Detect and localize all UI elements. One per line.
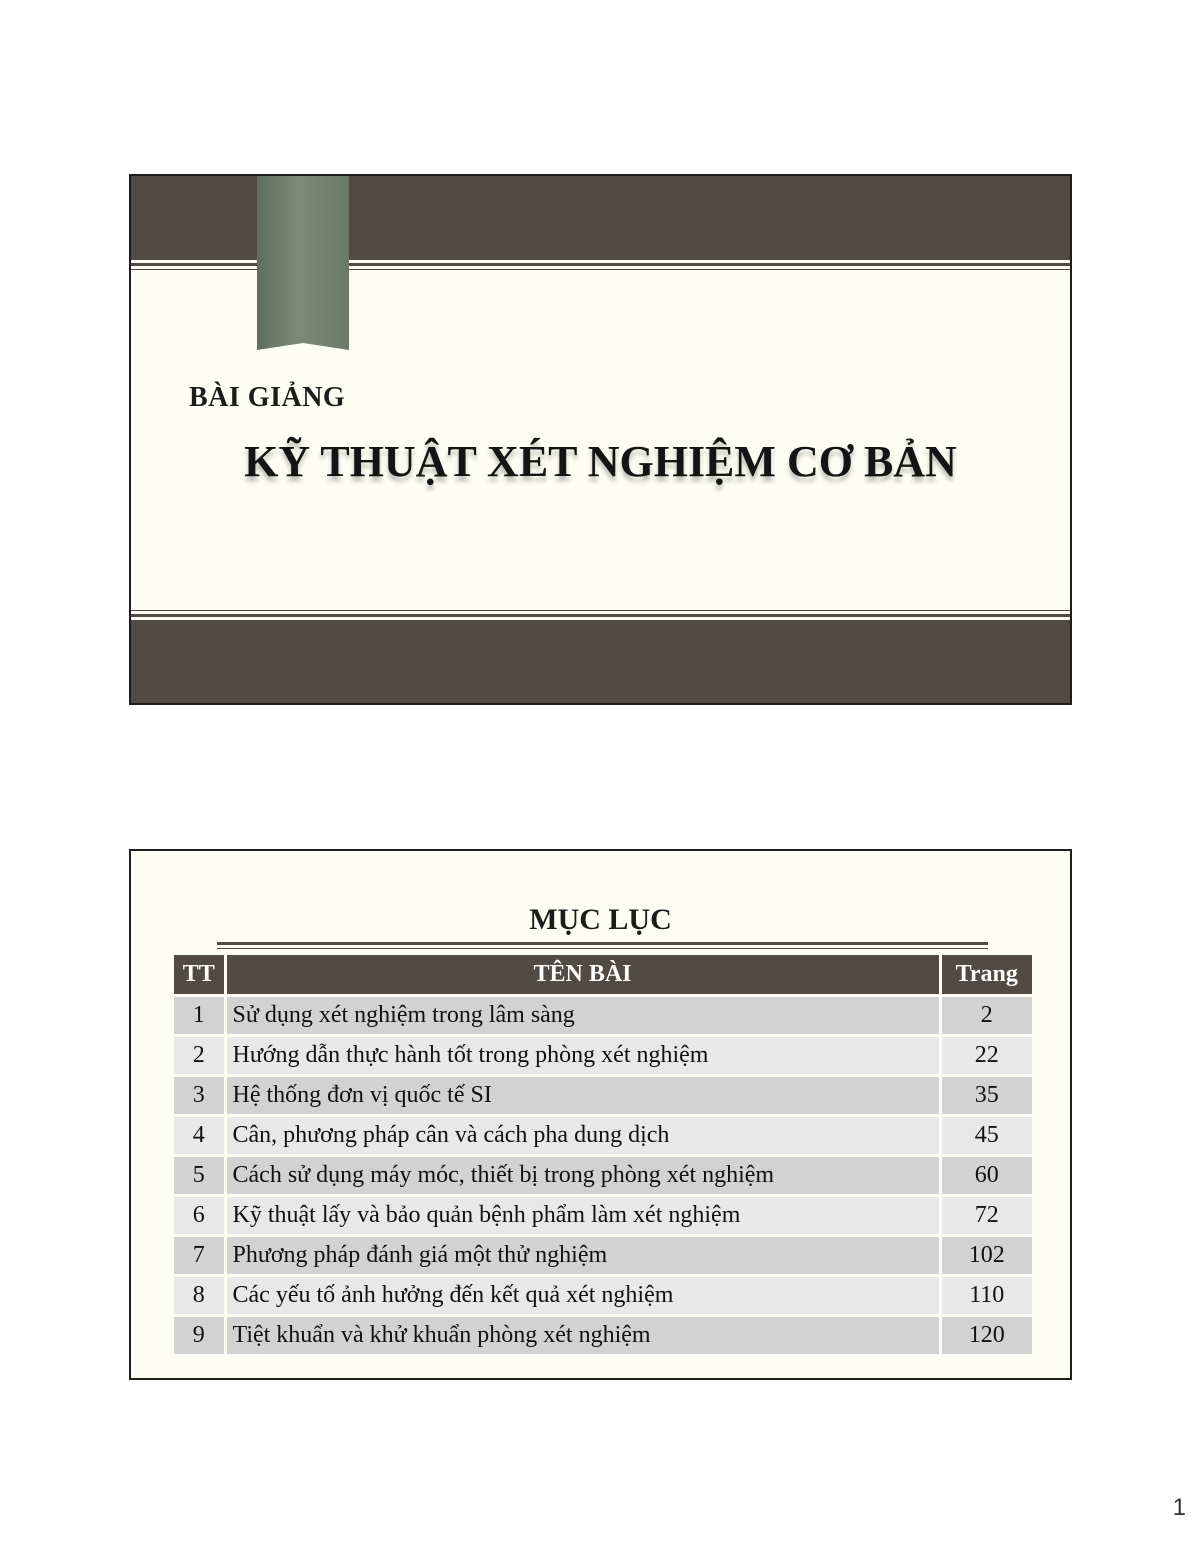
toc-table <box>174 955 1032 1354</box>
lesson-name: Hệ thống đơn vị quốc tế SI <box>225 1076 940 1116</box>
table-row <box>174 1116 1032 1156</box>
lesson-page: 45 <box>940 1116 1032 1156</box>
toc-slide <box>129 849 1072 1380</box>
lesson-number: 3 <box>174 1076 225 1116</box>
lesson-number: 5 <box>174 1156 225 1196</box>
lesson-number: 7 <box>174 1236 225 1276</box>
lesson-name: Kỹ thuật lấy và bảo quản bệnh phẩm làm xét nghiệm <box>225 1196 940 1236</box>
column-header-lesson-name: TÊN BÀI <box>225 955 940 996</box>
lesson-number: 8 <box>174 1276 225 1316</box>
lesson-name: Cân, phương pháp cân và cách pha dung dịch <box>225 1116 940 1156</box>
lesson-page: 2 <box>940 996 1032 1036</box>
lesson-page: 22 <box>940 1036 1032 1076</box>
lecture-title: KỸ THUẬT XÉT NGHIỆM CƠ BẢN <box>244 437 957 486</box>
table-row <box>174 1236 1032 1276</box>
toc-title-thin-underline <box>217 948 988 949</box>
lesson-number: 6 <box>174 1196 225 1236</box>
table-row <box>174 1036 1032 1076</box>
page-number: 1 <box>1172 1494 1186 1521</box>
lesson-number: 1 <box>174 996 225 1036</box>
toc-header-row <box>174 955 1032 996</box>
lesson-name: Các yếu tố ảnh hưởng đến kết quả xét nghiệm <box>225 1276 940 1316</box>
lesson-number: 2 <box>174 1036 225 1076</box>
table-row <box>174 1156 1032 1196</box>
lesson-page: 72 <box>940 1196 1032 1236</box>
table-row <box>174 1316 1032 1355</box>
toc-title-underline <box>217 942 988 945</box>
toc-title: MỤC LỤC <box>529 903 672 936</box>
bottom-divider-thin-line <box>131 610 1070 611</box>
bookmark-ribbon <box>257 176 349 350</box>
lesson-name: Sử dụng xét nghiệm trong lâm sàng <box>225 996 940 1036</box>
lesson-page: 102 <box>940 1236 1032 1276</box>
lesson-page: 35 <box>940 1076 1032 1116</box>
table-row <box>174 1076 1032 1116</box>
lesson-number: 9 <box>174 1316 225 1355</box>
column-header-number: TT <box>174 955 225 996</box>
lesson-name: Cách sử dụng máy móc, thiết bị trong phòng xét nghiệm <box>225 1156 940 1196</box>
table-row <box>174 996 1032 1036</box>
lesson-name: Hướng dẫn thực hành tốt trong phòng xét nghiệm <box>225 1036 940 1076</box>
title-slide <box>129 174 1072 705</box>
lesson-name: Phương pháp đánh giá một thử nghiệm <box>225 1236 940 1276</box>
table-row <box>174 1276 1032 1316</box>
lesson-page: 60 <box>940 1156 1032 1196</box>
bottom-divider-line <box>131 614 1070 617</box>
lesson-name: Tiệt khuẩn và khử khuẩn phòng xét nghiệm <box>225 1316 940 1355</box>
lesson-page: 120 <box>940 1316 1032 1355</box>
lesson-number: 4 <box>174 1116 225 1156</box>
table-row <box>174 1196 1032 1236</box>
bottom-band <box>131 620 1070 705</box>
column-header-page: Trang <box>940 955 1032 996</box>
lesson-page: 110 <box>940 1276 1032 1316</box>
lecture-subtitle: BÀI GIẢNG <box>189 382 346 413</box>
